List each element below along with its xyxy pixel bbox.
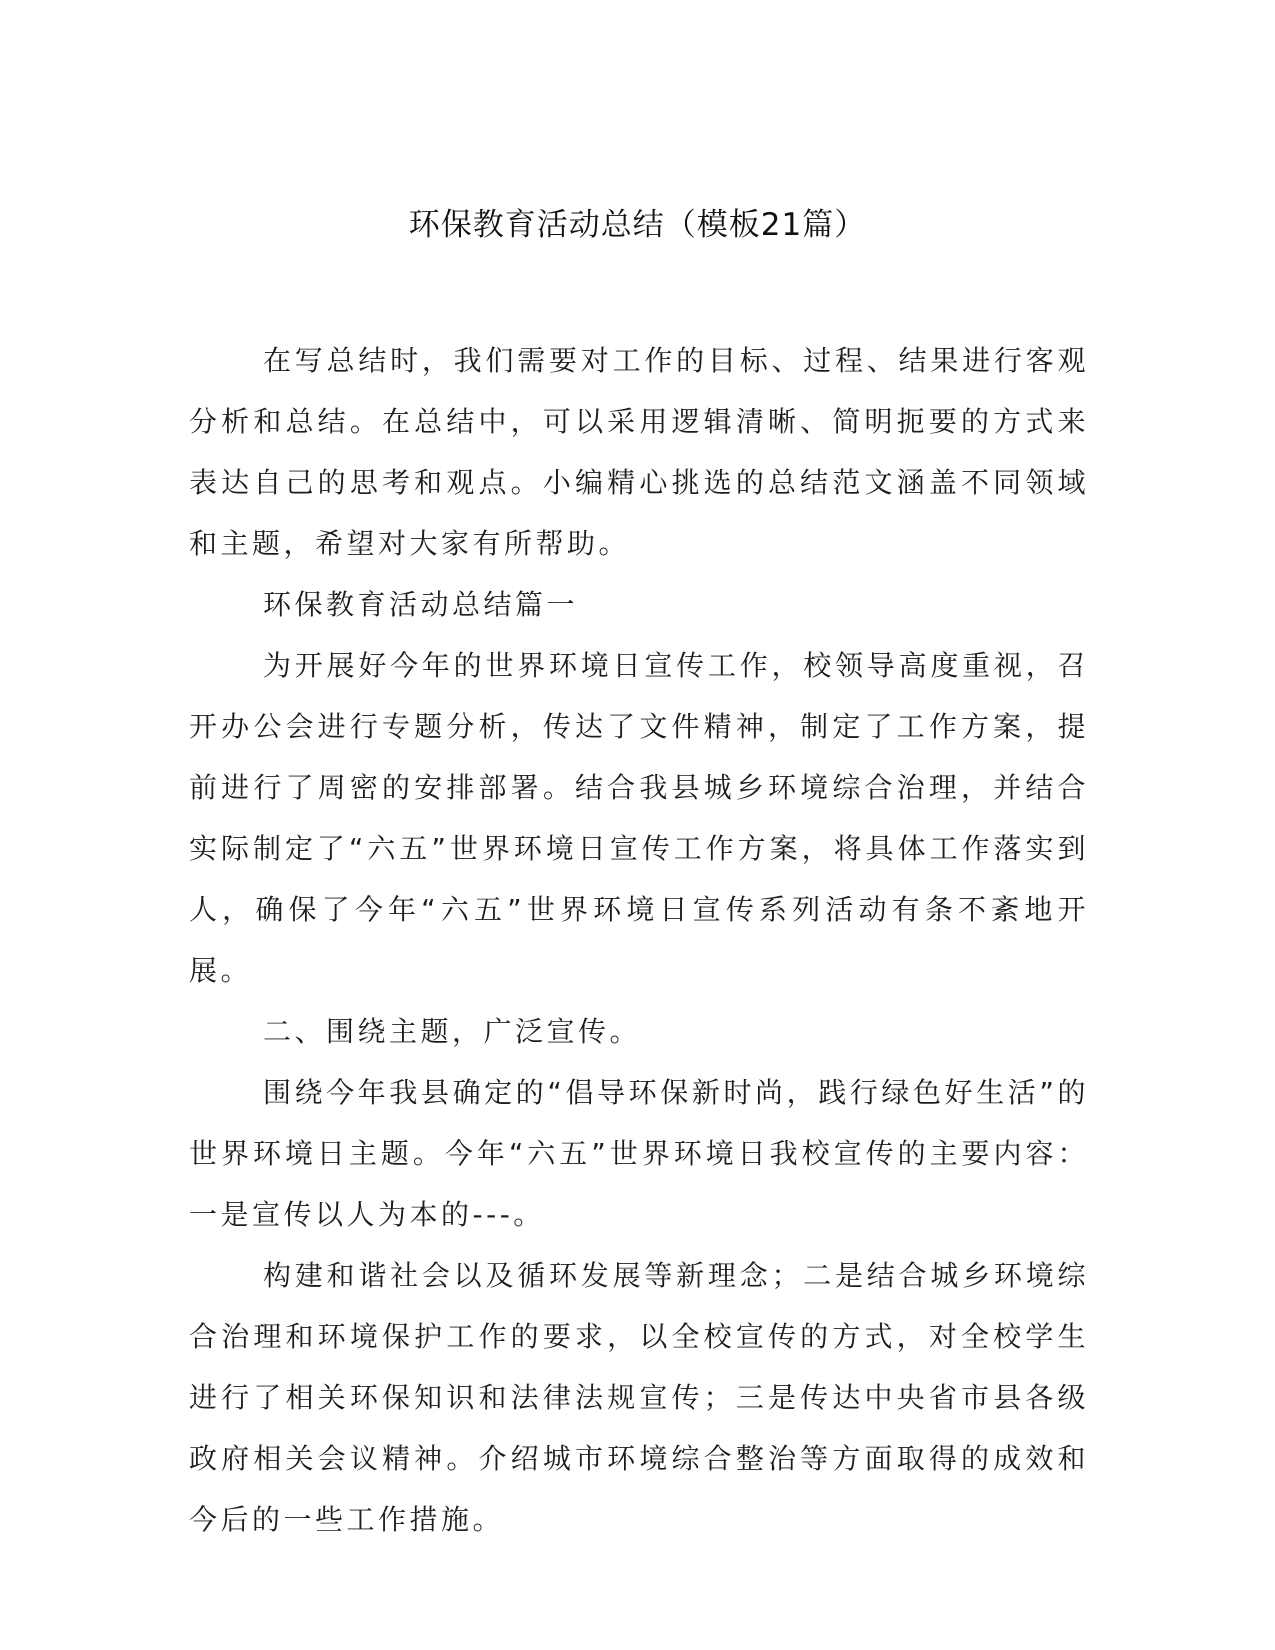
document-body bbox=[189, 330, 1089, 1550]
body-paragraph: 构建和谐社会以及循环发展等新理念；二是结合城乡环境综合治理和环境保护工作的要求，以全校宣传的方式，对全校学生进行了相关环保知识和法律法规宣传；三是传达中央省市县各级政府相关会议精神。介绍城市环境综合整治等方面取得的成效和今后的一些工作措施。 bbox=[189, 1259, 1089, 1536]
intro-paragraph: 在写总结时，我们需要对工作的目标、过程、结果进行客观分析和总结。在总结中，可以采用逻辑清晰、简明扼要的方式来表达自己的思考和观点。小编精心挑选的总结范文涵盖不同领域和主题，希望对大家有所帮助。 bbox=[189, 344, 1089, 560]
section-heading: 环保教育活动总结篇一 bbox=[263, 588, 579, 621]
body-paragraph: 为开展好今年的世界环境日宣传工作，校领导高度重视，召开办公会进行专题分析，传达了文件精神，制定了工作方案，提前进行了周密的安排部署。结合我县城乡环境综合治理，并结合实际制定了“六五”世界环境日宣传工作方案，将具体工作落实到人，确保了今年“六五”世界环境日宣传系列活动有条不紊地开展。 bbox=[189, 649, 1089, 987]
body-paragraph: 围绕今年我县确定的“倡导环保新时尚，践行绿色好生活”的世界环境日主题。今年“六五”世界环境日我校宣传的主要内容：一是宣传以人为本的---。 bbox=[189, 1076, 1089, 1231]
subsection-heading: 二、围绕主题，广泛宣传。 bbox=[263, 1015, 642, 1048]
document-title: 环保教育活动总结（模板21篇） bbox=[408, 207, 867, 243]
